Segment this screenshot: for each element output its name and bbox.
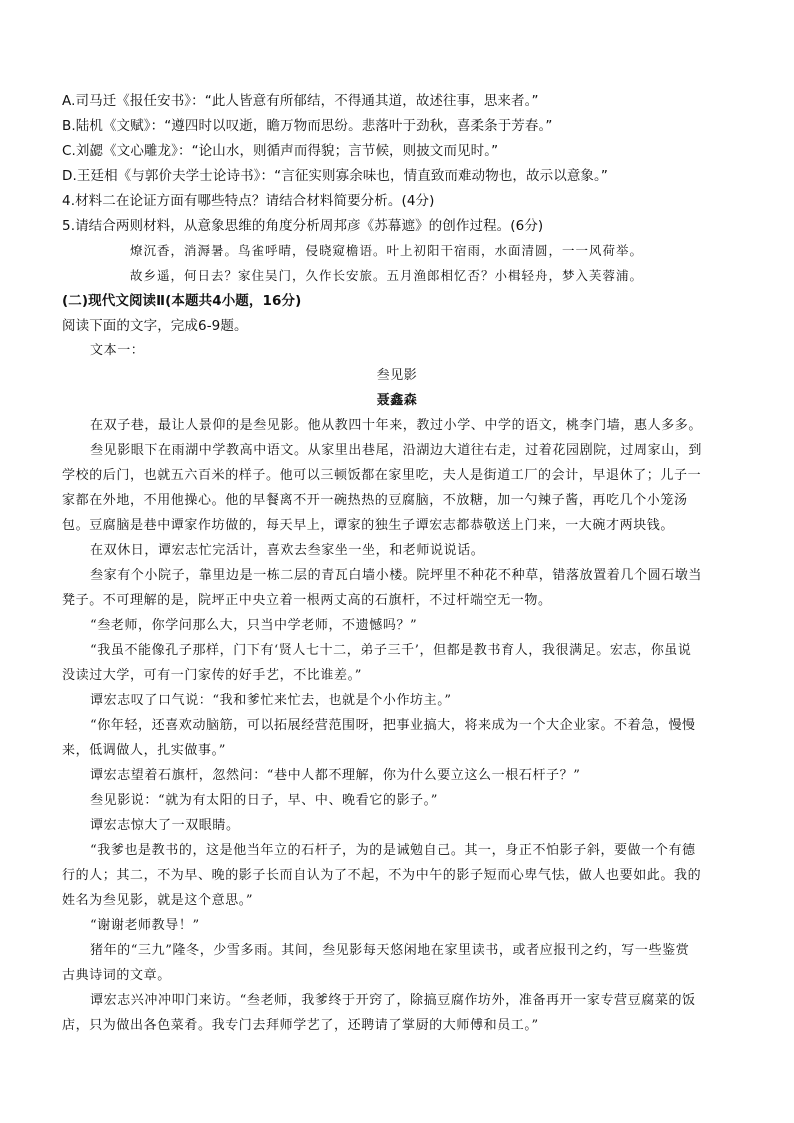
story-paragraph-line: “叁老师，你学问那么大，只当中学老师，不遗憾吗？” xyxy=(90,618,418,633)
story-paragraph-line: “谢谢老师教导！” xyxy=(90,918,200,933)
story-paragraph-line: 谭宏志望着石旗杆，忽然问：“巷中人都不理解，你为什么要立这么一根石杆子？” xyxy=(90,768,581,783)
story-paragraph-line: 叁家有个小院子，靠里边是一栋二层的青瓦白墙小楼。院坪里不种花不种草，错落放置着几个圆石墩当 xyxy=(90,568,703,583)
story-paragraph-line: “我爹也是教书的，这是他当年立的石杆子，为的是诫勉自己。其一，身正不怕影子斜，要做一个有德 xyxy=(90,843,696,858)
story-paragraph-line: 包。豆腐脑是巷中谭家作坊做的，每天早上，谭家的独生子谭宏志都恭敬送上门来，一大碗才两块钱。 xyxy=(62,518,675,533)
story-title: 叁见影 xyxy=(376,368,418,383)
story-paragraph-line: 学校的后门，也就五六百米的样子。他可以三顿饭都在家里吃，夫人是街道工厂的会计，早退休了；儿子一 xyxy=(62,468,702,483)
story-paragraph-line: 来，低调做人，扎实做事。” xyxy=(62,743,226,758)
story-paragraph-line: 叁见影眼下在雨湖中学教高中语文。从家里出巷尾，沿湖边大道往右走，过着花园剧院，过周家山，到 xyxy=(90,443,703,458)
story-paragraph-line: 叁见影说：“就为有太阳的日子，早、中、晚看它的影子。” xyxy=(90,793,438,808)
option-c: C.刘勰《文心雕龙》：“论山水，则循声而得貌；言节候，则披文而见时。” xyxy=(62,143,499,159)
story-paragraph-line: 在双休日，谭宏志忙完活计，喜欢去叁家坐一坐，和老师说说话。 xyxy=(90,543,485,558)
story-paragraph-line: “我虽不能像孔子那样，门下有‘贤人七十二，弟子三千’，但都是教书育人，我很满足。宏志，你虽说 xyxy=(90,643,692,658)
poem-line-1: 燎沉香，消溽暑。鸟雀呼晴，侵晓窥檐语。叶上初阳干宿雨，水面清圆，一一风荷举。 xyxy=(130,243,644,258)
story-paragraph-line: “你年轻，还喜欢动脑筋，可以拓展经营范围呀，把事业搞大，将来成为一个大企业家。不着急，慢慢 xyxy=(90,718,696,733)
story-paragraph-line: 古典诗词的文章。 xyxy=(62,968,171,983)
story-paragraph-line: 没读过大学，可有一门家传的好手艺，不比谁差。” xyxy=(62,668,362,683)
question-5: 5.请结合两则材料，从意象思维的角度分析周邦彦《苏幕遮》的创作过程。(6分) xyxy=(62,218,544,234)
story-paragraph-line: 在双子巷，最让人景仰的是叁见影。他从教四十年来，教过小学、中学的语文，桃李门墙，惠人多多。 xyxy=(90,418,703,433)
text-label: 文本一： xyxy=(90,343,145,358)
story-author: 聂鑫森 xyxy=(376,393,418,408)
question-4: 4.材料二在论证方面有哪些特点？请结合材料简要分析。(4分) xyxy=(62,193,435,209)
section-heading: (二)现代文阅读Ⅱ(本题共4小题，16分) xyxy=(62,293,302,309)
story-paragraph-line: 行的人；其二，不为早、晚的影子长而自认为了不起，不为中午的影子短而心卑气怯，做人也要如此。我的 xyxy=(62,868,702,883)
story-paragraph-line: 店，只为做出各色菜肴。我专门去拜师学艺了，还聘请了掌厨的大师傅和员工。” xyxy=(62,1018,539,1033)
option-d: D.王廷相《与郭价夫学士论诗书》：“言征实则寡余味也，情直致而难动物也，故示以意象。” xyxy=(62,168,608,184)
story-paragraph-line: 姓名为叁见影，就是这个意思。” xyxy=(62,893,254,908)
story-paragraph-line: 谭宏志兴冲冲叩门来访。“叁老师，我爹终于开窍了，除搞豆腐作坊外，准备再开一家专营豆腐菜的饭 xyxy=(90,993,696,1008)
story-paragraph-line: 家都在外地，不用他操心。他的早餐离不开一碗热热的豆腐脑，不放糖，加一勺辣子酱，再吃几个小笼汤 xyxy=(62,493,688,508)
option-a: A.司马迁《报任安书》：“此人皆意有所郁结，不得通其道，故述往事，思来者。” xyxy=(62,93,539,109)
option-b: B.陆机《文赋》：“遵四时以叹逝，瞻万物而思纷。悲落叶于劲秋，喜柔条于芳春。” xyxy=(62,118,553,134)
poem-line-2: 故乡遥，何日去？家住吴门，久作长安旅。五月渔郎相忆否？小楫轻舟，梦入芙蓉浦。 xyxy=(130,268,644,283)
section-instruction: 阅读下面的文字，完成6-9题。 xyxy=(62,318,248,334)
story-paragraph-line: 猪年的“三九”隆冬，少雪多雨。其间，叁见影每天悠闲地在家里读书，或者应报刊之约，写一些鉴赏 xyxy=(90,943,690,958)
story-paragraph-line: 谭宏志惊大了一双眼睛。 xyxy=(90,818,240,833)
story-paragraph-line: 凳子。不可理解的是，院坪正中央立着一根两丈高的石旗杆，不过杆端空无一物。 xyxy=(62,593,552,608)
story-paragraph-line: 谭宏志叹了口气说：“我和爹忙来忙去，也就是个小作坊主。” xyxy=(90,693,452,708)
